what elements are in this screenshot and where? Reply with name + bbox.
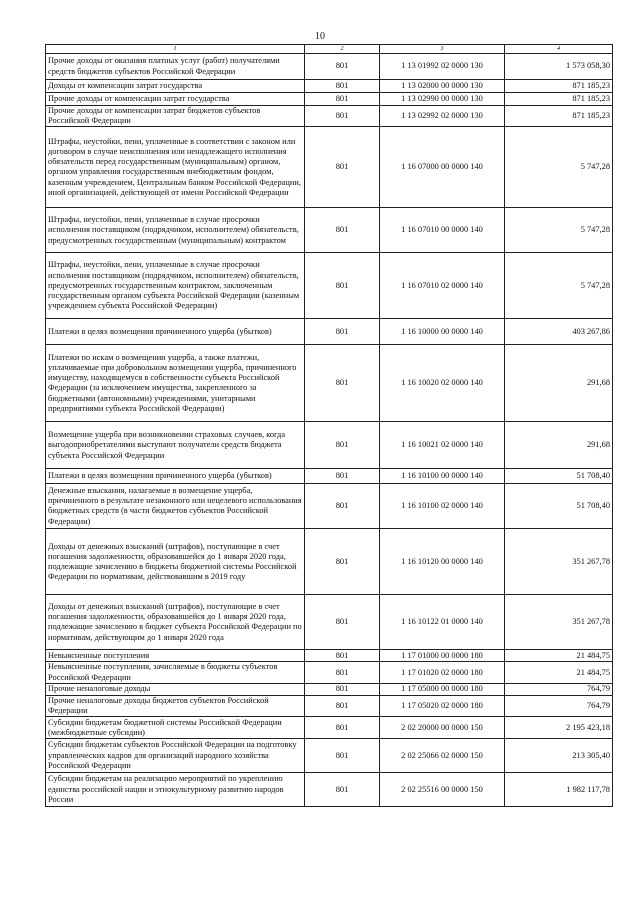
admin-code: 801 <box>305 739 380 773</box>
income-name: Прочие неналоговые доходы бюджетов субъектов Российской Федерации <box>46 695 305 716</box>
budget-classification-code: 1 16 10021 02 0000 140 <box>380 422 505 469</box>
budget-classification-code: 1 17 05020 02 0000 180 <box>380 695 505 716</box>
table-row <box>46 54 613 80</box>
amount: 351 267,78 <box>505 595 613 650</box>
admin-code: 801 <box>305 662 380 683</box>
budget-classification-code: 1 13 02000 00 0000 130 <box>380 80 505 93</box>
table-row <box>46 529 613 595</box>
income-name: Доходы от денежных взысканий (штрафов), поступающие в счет погашения задолженности, образовавшейся до 1 января 2020 года, подлежащие зачислению в бюджет субъекта Российской Федерации по нормативам, действующим до 1 января 2020 года <box>46 595 305 650</box>
header-col-1: 1 <box>46 45 305 54</box>
income-name: Прочие доходы от компенсации затрат бюджетов субъектов Российской Федерации <box>46 106 305 127</box>
admin-code: 801 <box>305 683 380 695</box>
admin-code: 801 <box>305 208 380 253</box>
admin-code: 801 <box>305 695 380 716</box>
table-row <box>46 484 613 529</box>
budget-classification-code: 1 17 01020 02 0000 180 <box>380 662 505 683</box>
admin-code: 801 <box>305 253 380 319</box>
budget-classification-code: 1 16 10020 02 0000 140 <box>380 345 505 422</box>
amount: 764,79 <box>505 683 613 695</box>
budget-classification-code: 1 13 02990 00 0000 130 <box>380 93 505 106</box>
admin-code: 801 <box>305 650 380 662</box>
amount: 21 484,75 <box>505 650 613 662</box>
amount: 871 185,23 <box>505 80 613 93</box>
table-row <box>46 739 613 773</box>
admin-code: 801 <box>305 93 380 106</box>
amount: 764,79 <box>505 695 613 716</box>
budget-classification-code: 1 16 10100 00 0000 140 <box>380 469 505 484</box>
amount: 2 195 423,18 <box>505 717 613 739</box>
amount: 5 747,28 <box>505 208 613 253</box>
budget-classification-code: 1 13 02992 02 0000 130 <box>380 106 505 127</box>
budget-classification-code: 1 16 10000 00 0000 140 <box>380 319 505 345</box>
income-name: Прочие доходы от оказания платных услуг (работ) получателями средств бюджетов субъектов Российской Федерации <box>46 54 305 80</box>
budget-classification-code: 2 02 25516 00 0000 150 <box>380 773 505 807</box>
admin-code: 801 <box>305 422 380 469</box>
header-col-4: 4 <box>505 45 613 54</box>
admin-code: 801 <box>305 717 380 739</box>
income-name: Платежи по искам о возмещении ущерба, а также платежи, уплачиваемые при добровольном возмещении ущерба, причиненного имуществу, находящемуся в собственности субъекта Российской Федерации (за исключением имущества, закрепленного за бюджетными (автономными) учреждениями, унитарными предприятиями субъекта Российской Федерации) <box>46 345 305 422</box>
table-row <box>46 695 613 716</box>
income-name: Платежи в целях возмещения причиненного ущерба (убытков) <box>46 319 305 345</box>
table-row <box>46 469 613 484</box>
budget-classification-code: 1 16 07010 02 0000 140 <box>380 253 505 319</box>
table-row <box>46 106 613 127</box>
admin-code: 801 <box>305 529 380 595</box>
amount: 291,68 <box>505 422 613 469</box>
table-row <box>46 595 613 650</box>
table-row <box>46 345 613 422</box>
budget-classification-code: 1 16 10122 01 0000 140 <box>380 595 505 650</box>
table-row <box>46 683 613 695</box>
amount: 291,68 <box>505 345 613 422</box>
table-row <box>46 127 613 208</box>
table-row <box>46 650 613 662</box>
amount: 351 267,78 <box>505 529 613 595</box>
admin-code: 801 <box>305 773 380 807</box>
budget-classification-code: 1 16 10120 00 0000 140 <box>380 529 505 595</box>
table-row <box>46 422 613 469</box>
budget-classification-code: 2 02 20000 00 0000 150 <box>380 717 505 739</box>
table-row <box>46 253 613 319</box>
income-name: Субсидии бюджетам субъектов Российской Федерации на подготовку управленческих кадров для организаций народного хозяйства Российской Федерации <box>46 739 305 773</box>
amount: 1 982 117,78 <box>505 773 613 807</box>
amount: 21 484,75 <box>505 662 613 683</box>
budget-classification-code: 1 16 07000 00 0000 140 <box>380 127 505 208</box>
budget-classification-code: 1 17 05000 00 0000 180 <box>380 683 505 695</box>
admin-code: 801 <box>305 80 380 93</box>
amount: 403 267,86 <box>505 319 613 345</box>
table-row <box>46 319 613 345</box>
admin-code: 801 <box>305 469 380 484</box>
admin-code: 801 <box>305 127 380 208</box>
income-name: Прочие неналоговые доходы <box>46 683 305 695</box>
table-row <box>46 208 613 253</box>
table-header-row <box>46 45 613 54</box>
income-name: Штрафы, неустойки, пени, уплаченные в случае просрочки исполнения поставщиком (подрядчиком, исполнителем) обязательств, предусмотренных государственным контрактом, заключенным государственным органом субъекта Российской Федерации (казенным учреждением субъекта Российской Федерации) <box>46 253 305 319</box>
income-name: Возмещение ущерба при возникновении страховых случаев, когда выгодоприобретателями выступают получатели средств бюджета субъекта Российской Федерации <box>46 422 305 469</box>
header-col-2: 2 <box>305 45 380 54</box>
table-row <box>46 662 613 683</box>
budget-classification-code: 1 16 10100 02 0000 140 <box>380 484 505 529</box>
amount: 5 747,28 <box>505 127 613 208</box>
table-row <box>46 80 613 93</box>
income-name: Субсидии бюджетам бюджетной системы Российской Федерации (межбюджетные субсидии) <box>46 717 305 739</box>
admin-code: 801 <box>305 484 380 529</box>
header-col-3: 3 <box>380 45 505 54</box>
income-name: Невыясненные поступления, зачисляемые в бюджеты субъектов Российской Федерации <box>46 662 305 683</box>
admin-code: 801 <box>305 345 380 422</box>
budget-classification-code: 1 17 01000 00 0000 180 <box>380 650 505 662</box>
table-row <box>46 773 613 807</box>
income-name: Платежи в целях возмещения причиненного ущерба (убытков) <box>46 469 305 484</box>
budget-classification-code: 1 13 01992 02 0000 130 <box>380 54 505 80</box>
budget-revenue-table <box>45 44 613 807</box>
amount: 1 573 058,30 <box>505 54 613 80</box>
budget-classification-code: 1 16 07010 00 0000 140 <box>380 208 505 253</box>
admin-code: 801 <box>305 319 380 345</box>
income-name: Невыясненные поступления <box>46 650 305 662</box>
amount: 871 185,23 <box>505 93 613 106</box>
income-name: Доходы от компенсации затрат государства <box>46 80 305 93</box>
income-name: Штрафы, неустойки, пени, уплаченные в случае просрочки исполнения поставщиком (подрядчиком, исполнителем) обязательств, предусмотренных государственным (муниципальным) контрактом <box>46 208 305 253</box>
page-number: 10 <box>315 31 325 42</box>
table-row <box>46 93 613 106</box>
amount: 871 185,23 <box>505 106 613 127</box>
income-name: Субсидии бюджетам на реализацию мероприятий по укреплению единства российской нации и этнокультурному развитию народов России <box>46 773 305 807</box>
admin-code: 801 <box>305 54 380 80</box>
amount: 51 708,40 <box>505 484 613 529</box>
amount: 51 708,40 <box>505 469 613 484</box>
income-name: Штрафы, неустойки, пени, уплаченные в соответствии с законом или договором в случае неисполнения или ненадлежащего исполнения обязательств перед государственным (муниципальным) органом, органом управления государственным внебюджетным фондом, казенным учреждением, Центральным банком Российской Федерации, иной организацией, действующей от имени Российской Федерации <box>46 127 305 208</box>
table-row <box>46 717 613 739</box>
income-name: Прочие доходы от компенсации затрат государства <box>46 93 305 106</box>
income-name: Денежные взыскания, налагаемые в возмещение ущерба, причиненного в результате незаконного или нецелевого использования бюджетных средств (в части бюджетов субъектов Российской Федерации) <box>46 484 305 529</box>
amount: 5 747,28 <box>505 253 613 319</box>
admin-code: 801 <box>305 106 380 127</box>
income-name: Доходы от денежных взысканий (штрафов), поступающие в счет погашения задолженности, образовавшейся до 1 января 2020 года, подлежащие зачислению в бюджеты бюджетной системы Российской Федерации по нормативам, действовавшим в 2019 году <box>46 529 305 595</box>
budget-classification-code: 2 02 25066 02 0000 150 <box>380 739 505 773</box>
amount: 213 305,40 <box>505 739 613 773</box>
admin-code: 801 <box>305 595 380 650</box>
